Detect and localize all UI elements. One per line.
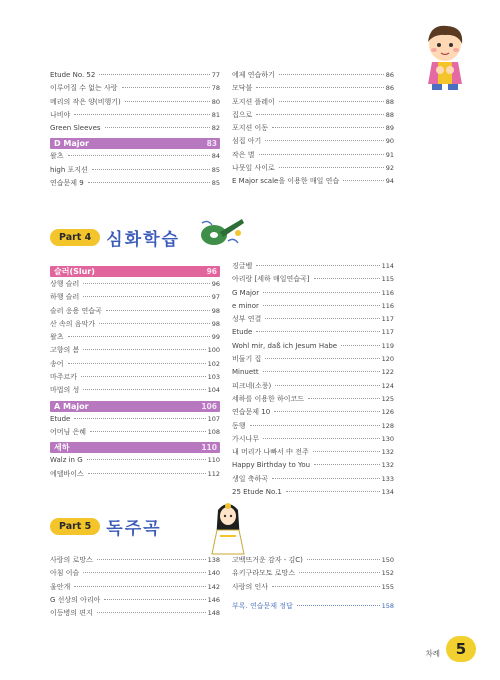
toc-entry-appendix[interactable]: 부록. 연습문제 정답 158 (232, 601, 394, 610)
toc-entry[interactable]: E Major scale을 이용한 매일 연습 94 (232, 177, 394, 186)
toc-entry[interactable]: 나비야 81 (50, 110, 220, 119)
toc-entry[interactable]: 섬집 아기 90 (232, 137, 394, 146)
toc-entry[interactable]: Walz in G 110 (50, 456, 220, 465)
toc-entry[interactable]: 아리랑 [세하 매일연습곡] 115 (232, 275, 394, 284)
toc-entry[interactable]: 포지션 플레이 88 (232, 97, 394, 106)
toc-entry[interactable]: 사랑의 로망스 138 (50, 556, 220, 564)
part4-left-column (50, 265, 220, 483)
part4-title: 심화학습 (106, 230, 180, 250)
toc-entry[interactable]: 왈츠 84 (50, 152, 220, 161)
toc-entry[interactable]: 모닥불 86 (232, 84, 394, 93)
toc-entry[interactable]: 아침 이슬 140 (50, 569, 220, 578)
part4-header (50, 225, 180, 250)
toc-entry[interactable]: G 선상의 아리아 146 (50, 595, 220, 604)
toc-entry[interactable]: 성부 연결 117 (232, 315, 394, 324)
toc-entry[interactable]: 가시나무 130 (232, 434, 394, 443)
toc-entry[interactable]: 왈츠 99 (50, 333, 220, 342)
toc-entry[interactable]: 산 속의 음악가 98 (50, 319, 220, 328)
section-band-slur[interactable]: 슬러(Slur) 96 (50, 266, 220, 277)
toc-entry[interactable]: 에델바이스 112 (50, 469, 220, 478)
toc-entry[interactable]: 연습문제 10 126 (232, 408, 394, 417)
toc-entry[interactable]: 마주르카 103 (50, 373, 220, 382)
toc-entry[interactable]: 이등병의 편지 148 (50, 609, 220, 618)
toc-entry[interactable]: 송어 102 (50, 359, 220, 368)
toc-entry[interactable]: G Major 116 (232, 288, 394, 297)
toc-entry[interactable]: Etude 107 (50, 414, 220, 423)
toc-entry[interactable]: high 포지션 85 (50, 165, 220, 174)
toc-entry[interactable]: 집으로 88 (232, 110, 394, 119)
page-number-badge: 5 (446, 636, 476, 662)
toc-entry[interactable]: 포지션 이동 89 (232, 124, 394, 133)
toc-entry[interactable]: 슬러 응용 연습곡 98 (50, 306, 220, 315)
toc-entry[interactable]: 고향의 봄 100 (50, 346, 220, 355)
top-right-column (232, 71, 394, 191)
toc-entry[interactable]: 비둘기 집 120 (232, 355, 394, 364)
toc-entry[interactable]: 동행 128 (232, 421, 394, 430)
toc-entry[interactable]: 25 Etude No.1 134 (232, 488, 394, 497)
toc-entry[interactable]: 연습문제 9 85 (50, 179, 220, 188)
section-band-d-major[interactable]: D Major 83 (50, 138, 220, 149)
toc-entry[interactable]: 에제 연습하기 86 (232, 71, 394, 79)
part5-label: Part 5 (50, 518, 100, 535)
guitar-illustration (198, 213, 246, 249)
toc-entry[interactable]: Etude No. 52 77 (50, 71, 220, 79)
part5-right-column (232, 556, 394, 615)
toc-entry[interactable]: 마법의 성 104 (50, 386, 220, 395)
part4-right-column (232, 262, 394, 501)
toc-entry[interactable]: 내 머리가 나빠서 中 전주 132 (232, 448, 394, 457)
part5-title: 독주곡 (106, 519, 162, 539)
toc-entry[interactable]: 피크네(소풍) 124 (232, 381, 394, 390)
section-band-sehak[interactable]: 세하 110 (50, 442, 220, 453)
section-band-a-major[interactable]: A Major 106 (50, 401, 220, 412)
toc-entry[interactable]: 작은 별 91 (232, 150, 394, 159)
toc-entry[interactable]: Wohl mir, daß ich Jesum Habe 119 (232, 341, 394, 350)
toc-entry[interactable]: 사랑의 인사 155 (232, 582, 394, 591)
part4-label: Part 4 (50, 229, 100, 246)
girl-illustration (210, 500, 246, 556)
toc-entry[interactable]: 하행 슬러 97 (50, 293, 220, 302)
toc-entry[interactable]: 상행 슬러 96 (50, 280, 220, 288)
toc-entry[interactable]: 어머님 은혜 108 (50, 427, 220, 436)
toc-entry[interactable]: 고백뜨거운 감자 - 김C) 150 (232, 556, 394, 564)
toc-entry[interactable]: Etude 117 (232, 328, 394, 337)
toc-entry[interactable]: 유키구라모토 로망스 152 (232, 569, 394, 578)
footer-label: 차례 (425, 649, 440, 658)
toc-entry[interactable]: 세하를 이용한 하이코드 125 (232, 394, 394, 403)
toc-entry[interactable]: Minuett 122 (232, 368, 394, 377)
part5-left-column (50, 556, 220, 622)
toc-entry[interactable]: 이루어질 수 없는 사랑 78 (50, 84, 220, 93)
part5-header (50, 514, 162, 539)
boy-illustration (414, 22, 476, 92)
top-left-column (50, 71, 220, 192)
toc-entry[interactable]: 생일 축하곡 133 (232, 474, 394, 483)
toc-entry[interactable]: 징글벨 114 (232, 262, 394, 270)
toc-entry[interactable]: e minor 116 (232, 301, 394, 310)
toc-entry[interactable]: Happy Birthday to You 132 (232, 461, 394, 470)
toc-entry[interactable]: 메리의 작은 양(비행기) 80 (50, 97, 220, 106)
toc-entry[interactable]: Green Sleeves 82 (50, 124, 220, 133)
toc-entry[interactable]: 나뭇잎 사이로 92 (232, 164, 394, 173)
toc-entry[interactable]: 울안개 142 (50, 582, 220, 591)
